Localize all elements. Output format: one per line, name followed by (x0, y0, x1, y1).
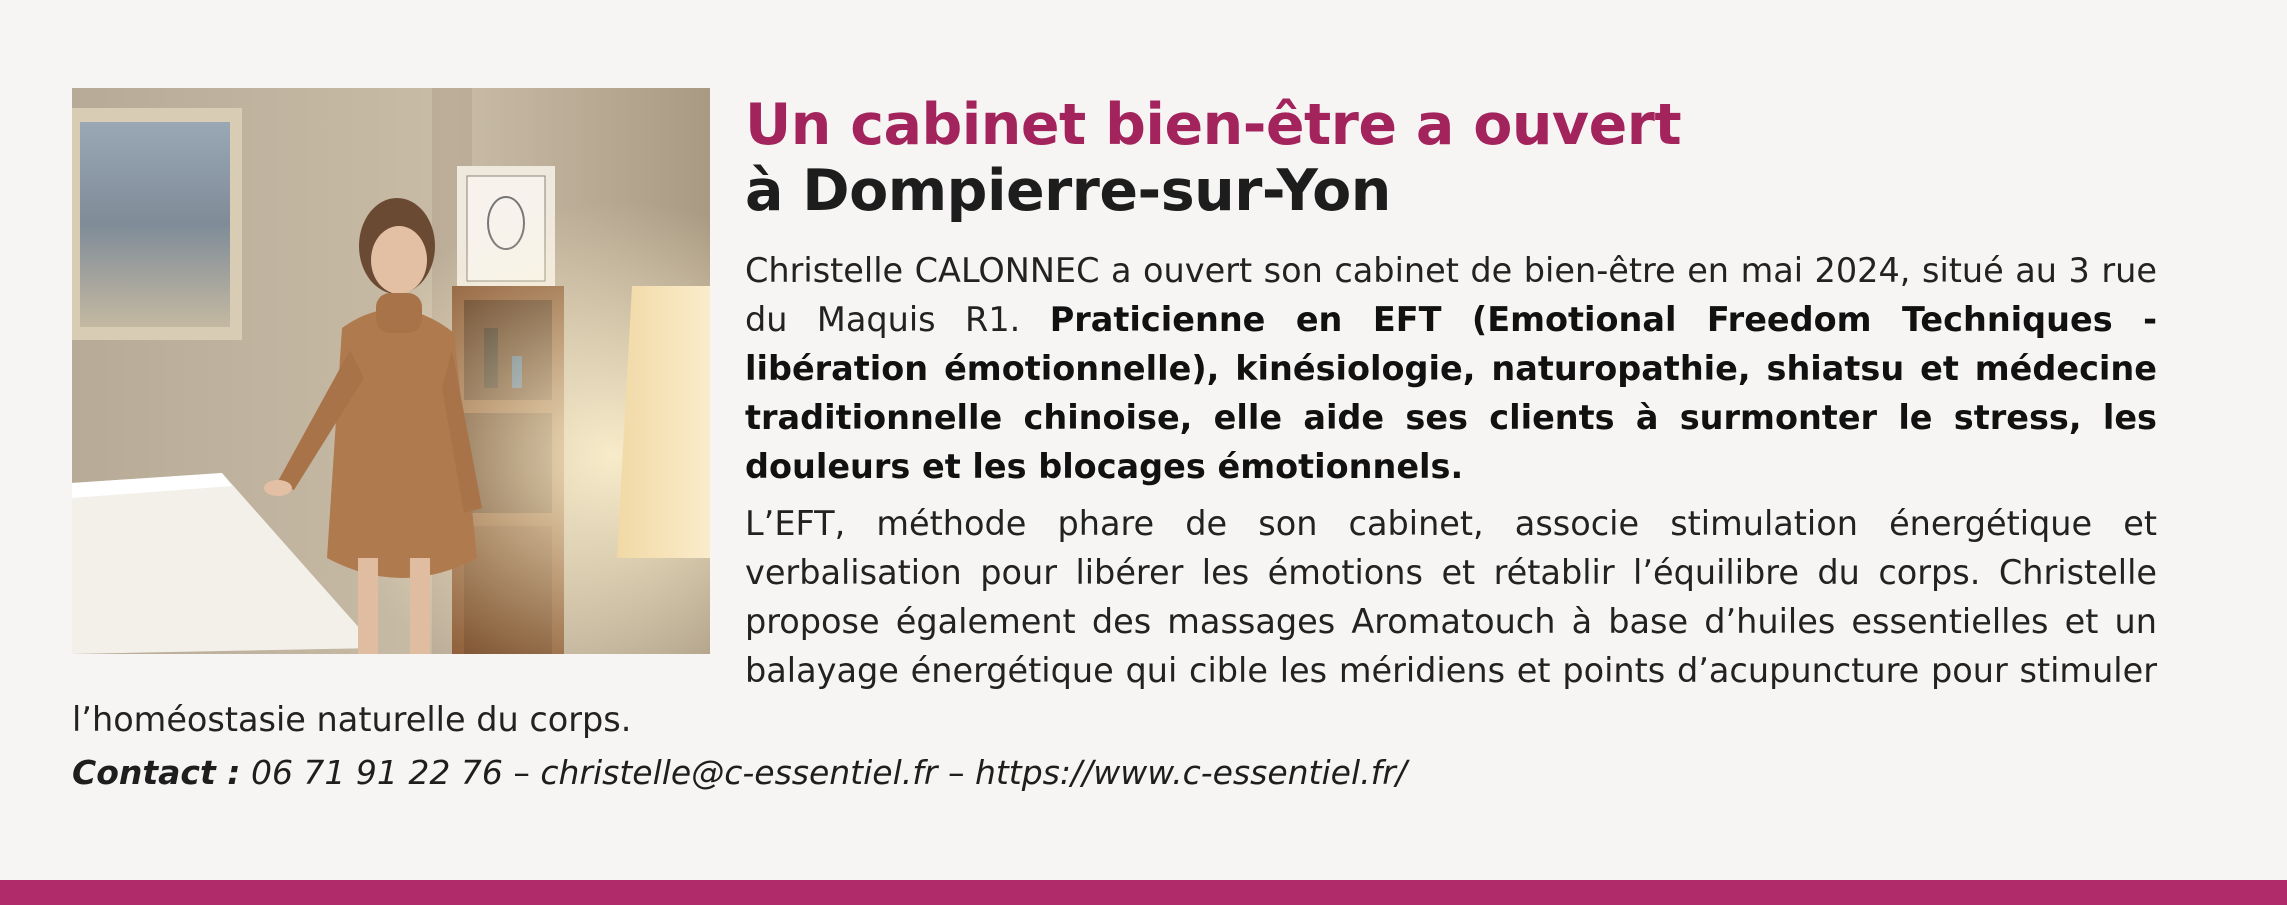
contact-website[interactable]: https://www.c-essentiel.fr/ (974, 753, 1407, 792)
contact-label: Contact : (72, 753, 241, 792)
paragraph-1-intro: Christelle CALONNEC a ouvert son cabinet de bien-être en mai 2024, situé au 3 rue du Maquis R1. (745, 251, 2157, 339)
contact-phone: 06 71 91 22 76 (250, 753, 503, 792)
paragraph-1-bold: Praticienne en EFT (Emotional Freedom Techniques - libération émotionnelle), kinésiologie, naturopathie, shiatsu et médecine traditionnelle chinoise, elle aide ses clients à surmonter le stress, les douleurs et les blocages émotionnels. (745, 300, 2157, 486)
article-text (72, 92, 2157, 797)
photo-spacer (72, 92, 745, 664)
contact-separator: – (937, 753, 975, 792)
contact-email[interactable]: christelle@c-essentiel.fr (540, 753, 938, 792)
headline-line-2: à Dompierre-sur-Yon (745, 158, 1391, 224)
paragraph-2: L’EFT, méthode phare de son cabinet, associe stimulation énergétique et verbalisation pour libérer les émotions et rétablir l’équilibre du corps. Christelle propose également des massages Aromatouch à base d’huiles essentielles et un balayage énergétique qui cible les méridiens et points d’acupuncture pour stimuler l’homéostasie naturelle du corps. (72, 504, 2157, 739)
contact-separator: – (502, 753, 541, 792)
bottom-accent-bar (0, 880, 2287, 905)
headline-line-1: Un cabinet bien-être a ouvert (745, 92, 1682, 158)
contact-line (72, 744, 2157, 797)
